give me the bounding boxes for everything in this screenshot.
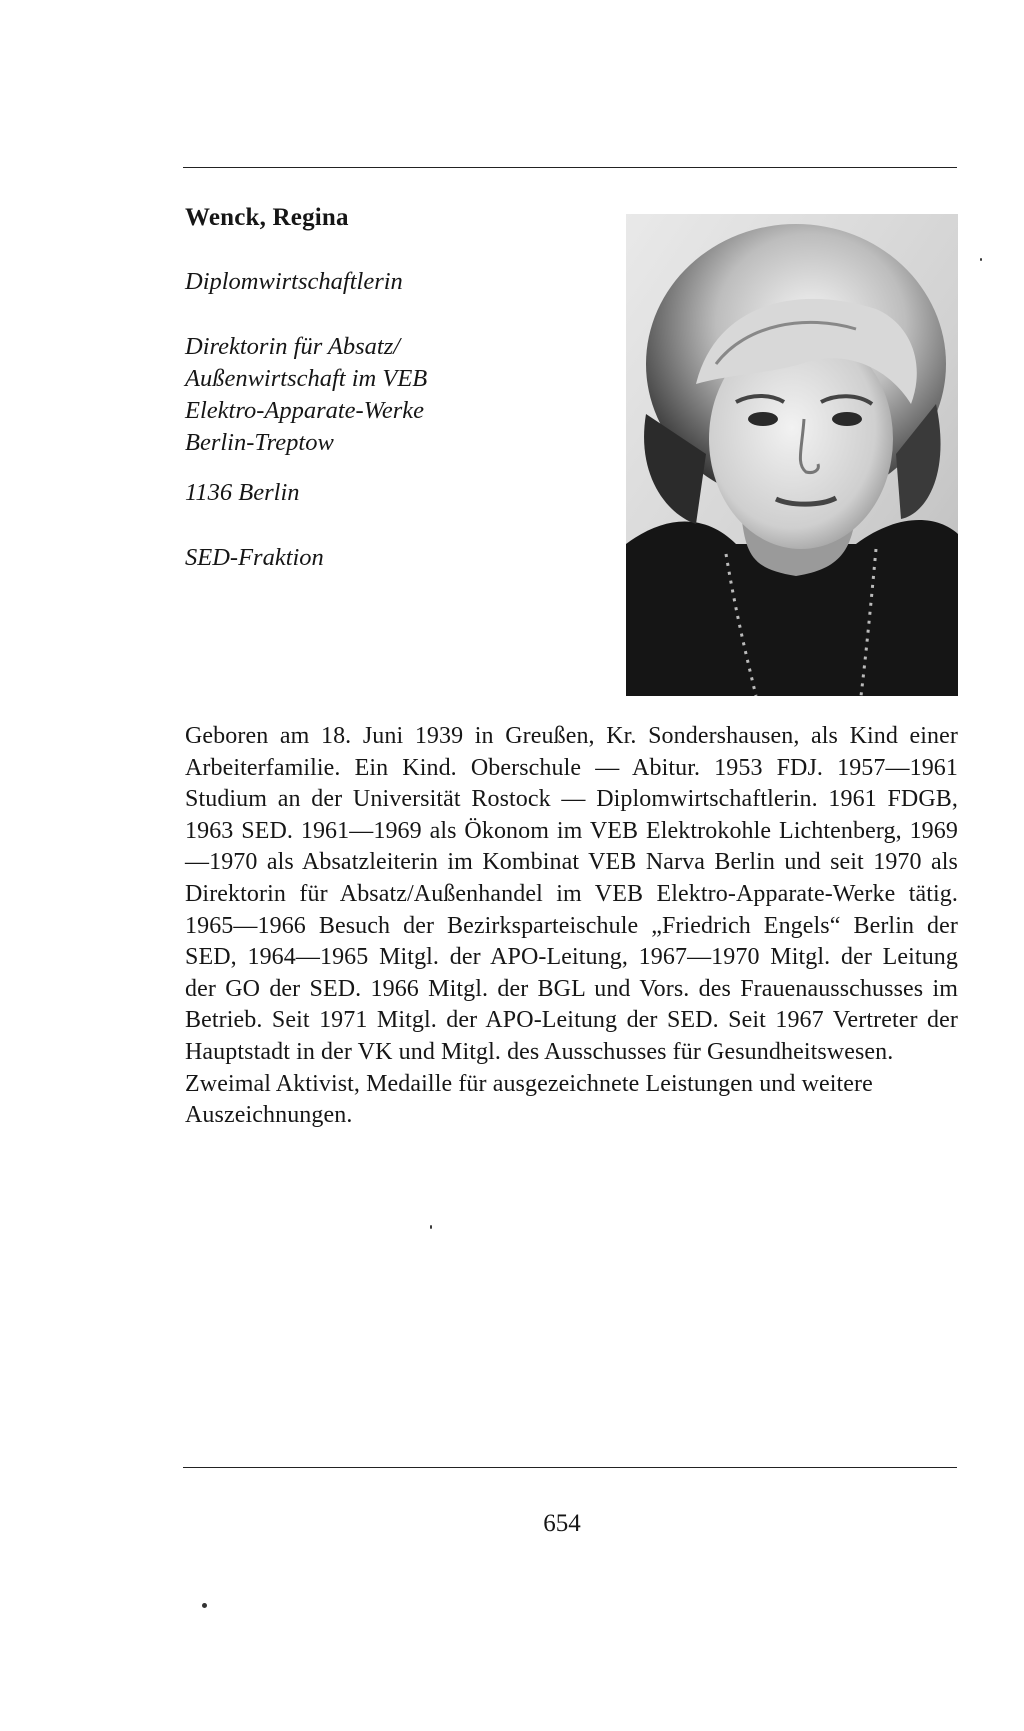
position-line: Elektro-Apparate-Werke — [185, 397, 425, 424]
awards-paragraph: Zweimal Aktivist, Medaille für ausgezeichnete Leistungen und weitere Auszeichnungen. — [185, 1070, 873, 1129]
biography-paragraph: Geboren am 18. Juni 1939 in Greußen, Kr. Sondershausen, als Kind einer Arbeiterfamilie. Ein Kind. Oberschule — Abitur. 1953 FDJ. 1957—1961 Studium an der Universität Rostock — Diplomwirtschaftlerin. 1961 FDGB, 1963 SED. 1961—1969 als Ökonom im VEB Elektrokohle Lichtenberg, 1969—1970 als Absatzleiterin im Kombinat VEB Narva Berlin und seit 1970 als Direktorin für Absatz/Außenhandel im VEB Elektro-Apparate-Werke tätig. 1965—1966 Besuch der Bezirksparteischule „Friedrich Engels“ Berlin der SED, 1964—1965 Mitgl. der APO-Leitung, 1967—1970 Mitgl. der Leitung der GO der SED. 1966 Mitgl. der BGL und Vors. des Frauenausschusses im Betrieb. Seit 1971 Mitgl. der APO-Leitung der SED. Seit 1967 Vertreter der Hauptstadt in der VK und Mitgl. des Ausschusses für Gesundheitswesen. — [185, 723, 958, 1065]
city: 1136 Berlin — [185, 479, 300, 506]
top-divider — [183, 167, 957, 168]
biography — [185, 721, 958, 1132]
bottom-divider — [183, 1467, 957, 1468]
position-block — [185, 331, 427, 459]
page-number: 654 — [543, 1510, 581, 1537]
print-speck — [430, 1225, 432, 1229]
position-line: Außenwirtschaft im VEB — [185, 365, 428, 392]
print-speck — [202, 1603, 207, 1608]
portrait-illustration — [626, 214, 958, 696]
faction: SED-Fraktion — [185, 544, 324, 571]
position-line: Direktorin für Absatz/ — [185, 333, 401, 360]
position-line: Berlin-Treptow — [185, 429, 334, 456]
print-speck — [980, 258, 982, 261]
degree: Diplomwirtschaftlerin — [185, 268, 403, 295]
person-name: Wenck, Regina — [185, 204, 349, 231]
portrait-photo — [626, 214, 958, 696]
